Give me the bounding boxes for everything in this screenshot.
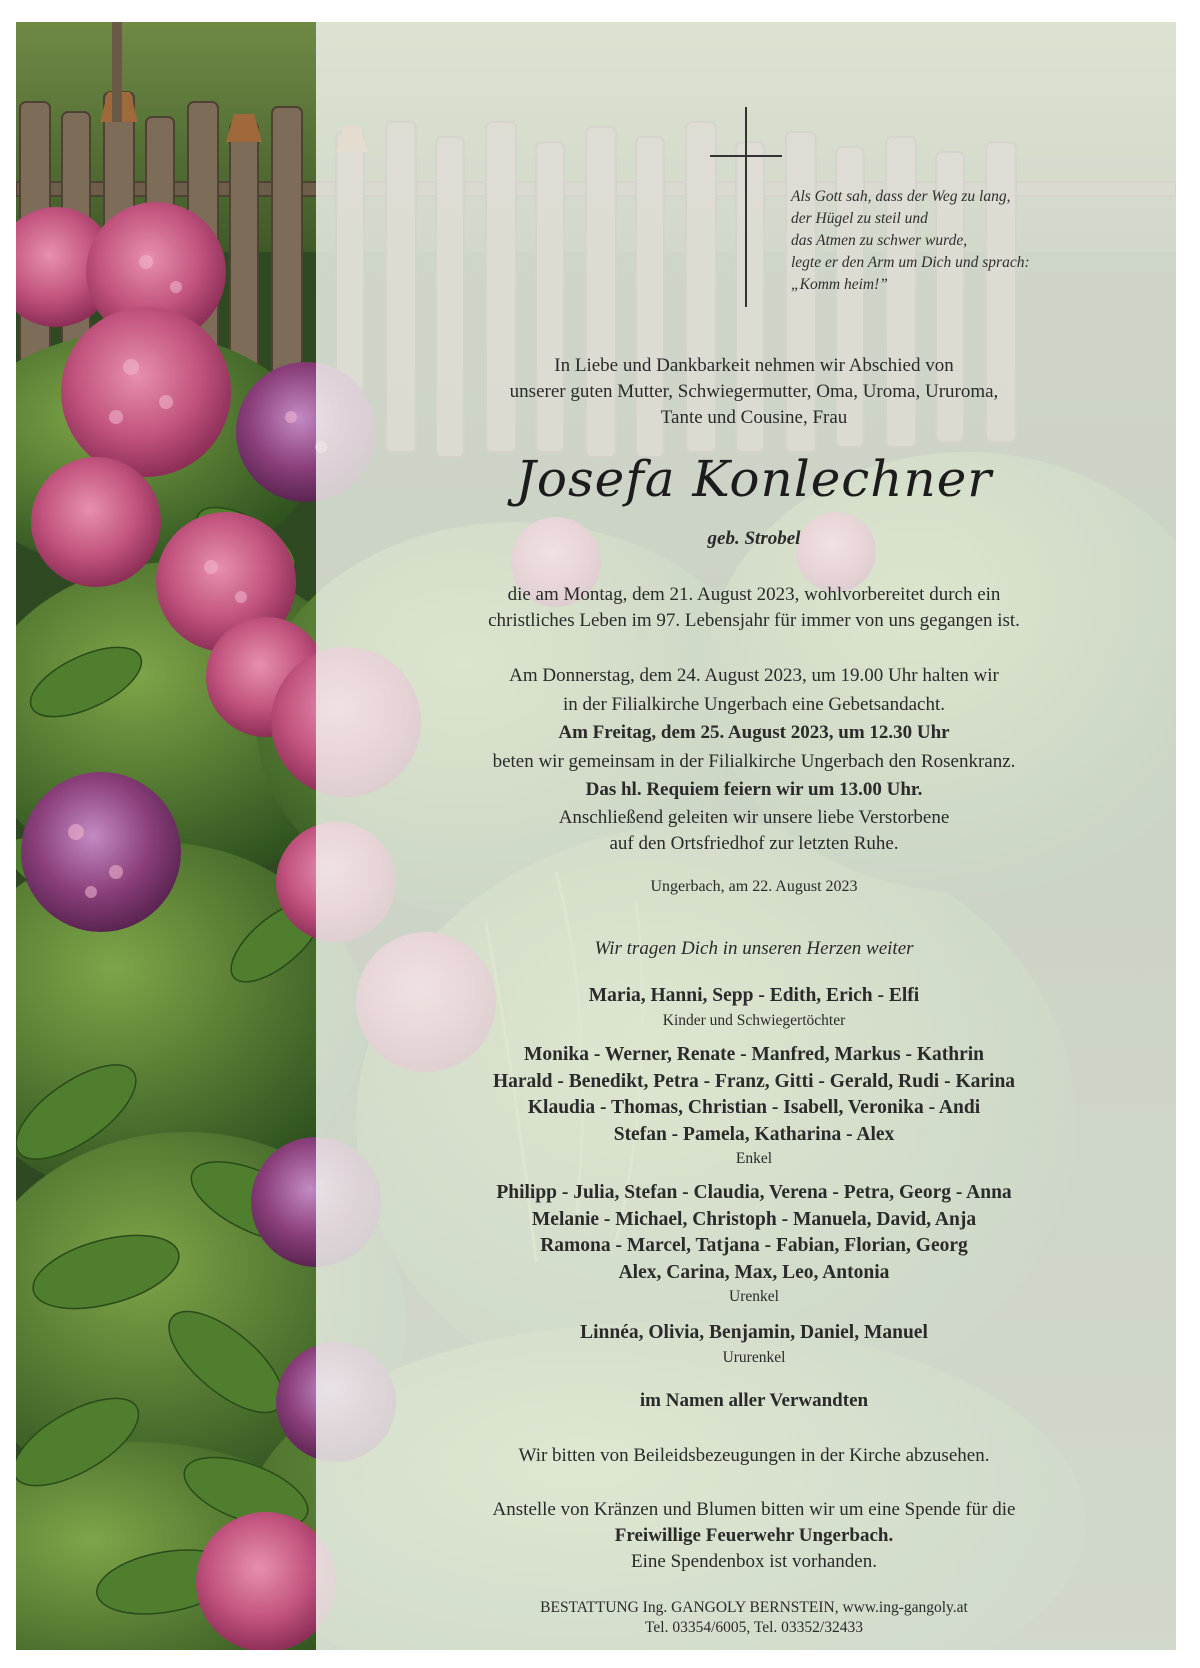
condolence-note: Wir bitten von Beileidsbezeugungen in der Kirche abzusehen. [518, 1445, 990, 1466]
service-line-rosary-date: Am Freitag, dem 25. August 2023, um 12.30 Uhr [558, 722, 950, 743]
mourner-role: Kinder und Schwiegertöchter [662, 1011, 846, 1029]
mourners-grandchildren [316, 1042, 1192, 1169]
donation-line: Anstelle von Kränzen und Blumen bitten wir um eine Spende für die [492, 1499, 1016, 1520]
death-notice-line: die am Montag, dem 21. August 2023, wohlvorbereitet durch ein [507, 584, 1001, 605]
service-details [316, 662, 1192, 857]
mourner-role: Ururenkel [722, 1348, 786, 1366]
mourners-children [316, 983, 1192, 1031]
birth-name: geb. Strobel [707, 528, 801, 549]
mourner-names: Harald - Benedikt, Petra - Franz, Gitti - Gerald, Rudi - Karina [492, 1070, 1016, 1092]
service-line-requiem: Das hl. Requiem feiern wir um 13.00 Uhr. [585, 779, 923, 800]
cross-icon [710, 107, 782, 307]
mourner-names: Philipp - Julia, Stefan - Claudia, Verena - Petra, Georg - Anna [496, 1182, 1012, 1203]
service-line: auf den Ortsfriedhof zur letzten Ruhe. [609, 832, 899, 854]
intro-line: Tante und Cousine, Frau [660, 407, 848, 428]
donation-request [316, 1497, 1192, 1575]
mourner-names: Maria, Hanni, Sepp - Edith, Erich - Elfi [588, 985, 920, 1006]
place-date: Ungerbach, am 22. August 2023 [650, 878, 858, 895]
poem-line: Als Gott sah, dass der Weg zu lang, [791, 188, 1011, 205]
deceased-name: Josefa Konlechner [515, 450, 993, 508]
service-line: beten wir gemeinsam in der Filialkirche Ungerbach den Rosenkranz. [492, 750, 1016, 772]
mourners-great-grandchildren [316, 1180, 1192, 1307]
mourner-names: Ramona - Marcel, Tatjana - Fabian, Florian, Georg [540, 1235, 968, 1256]
funeral-home-name: BESTATTUNG Ing. GANGOLY BERNSTEIN, www.ing-gangoly.at [540, 1599, 968, 1616]
funeral-home-footer [316, 1598, 1192, 1638]
donation-line: Eine Spendenbox ist vorhanden. [631, 1551, 877, 1572]
poem-line: der Hügel zu steil und [791, 210, 928, 227]
mourner-role: Urenkel [729, 1288, 779, 1305]
intro-text [316, 353, 1192, 431]
mourner-names: Melanie - Michael, Christoph - Manuela, David, Anja [531, 1208, 977, 1230]
poem [791, 186, 1191, 296]
service-line: Anschließend geleiten wir unsere liebe Verstorbene [558, 806, 950, 828]
funeral-home-phone: Tel. 03354/6005, Tel. 03352/32433 [645, 1619, 863, 1636]
service-line: in der Filialkirche Ungerbach eine Gebetsandacht. [563, 693, 945, 715]
poem-line: das Atmen zu schwer wurde, [791, 232, 968, 249]
death-notice [316, 582, 1192, 634]
motto: Wir tragen Dich in unseren Herzen weiter [594, 938, 914, 959]
mourners-great-great-grandchildren [316, 1320, 1192, 1368]
mourner-names: Alex, Carina, Max, Leo, Antonia [618, 1261, 890, 1283]
mourner-names: Stefan - Pamela, Katharina - Alex [613, 1123, 895, 1145]
poem-line: legte er den Arm um Dich und sprach: [791, 254, 1030, 271]
poem-line: „Komm heim!” [791, 276, 888, 293]
mourner-role: Enkel [735, 1150, 773, 1167]
death-notice-line: christliches Leben im 97. Lebensjahr für immer von uns gegangen ist. [488, 610, 1020, 631]
service-line: Am Donnerstag, dem 24. August 2023, um 19.00 Uhr halten wir [509, 665, 999, 686]
mourner-names: Klaudia - Thomas, Christian - Isabell, Veronika - Andi [527, 1097, 981, 1118]
mourner-names: Monika - Werner, Renate - Manfred, Markus - Kathrin [523, 1044, 985, 1065]
obituary-text [316, 0, 1192, 1668]
mourner-names: Linnéa, Olivia, Benjamin, Daniel, Manuel [580, 1322, 928, 1343]
donation-recipient: Freiwillige Feuerwehr Ungerbach. [614, 1525, 894, 1546]
intro-line: In Liebe und Dankbarkeit nehmen wir Abschied von [554, 355, 954, 376]
relatives-line: im Namen aller Verwandten [639, 1390, 869, 1411]
intro-line: unserer guten Mutter, Schwiegermutter, Oma, Uroma, Ururoma, [509, 381, 999, 402]
